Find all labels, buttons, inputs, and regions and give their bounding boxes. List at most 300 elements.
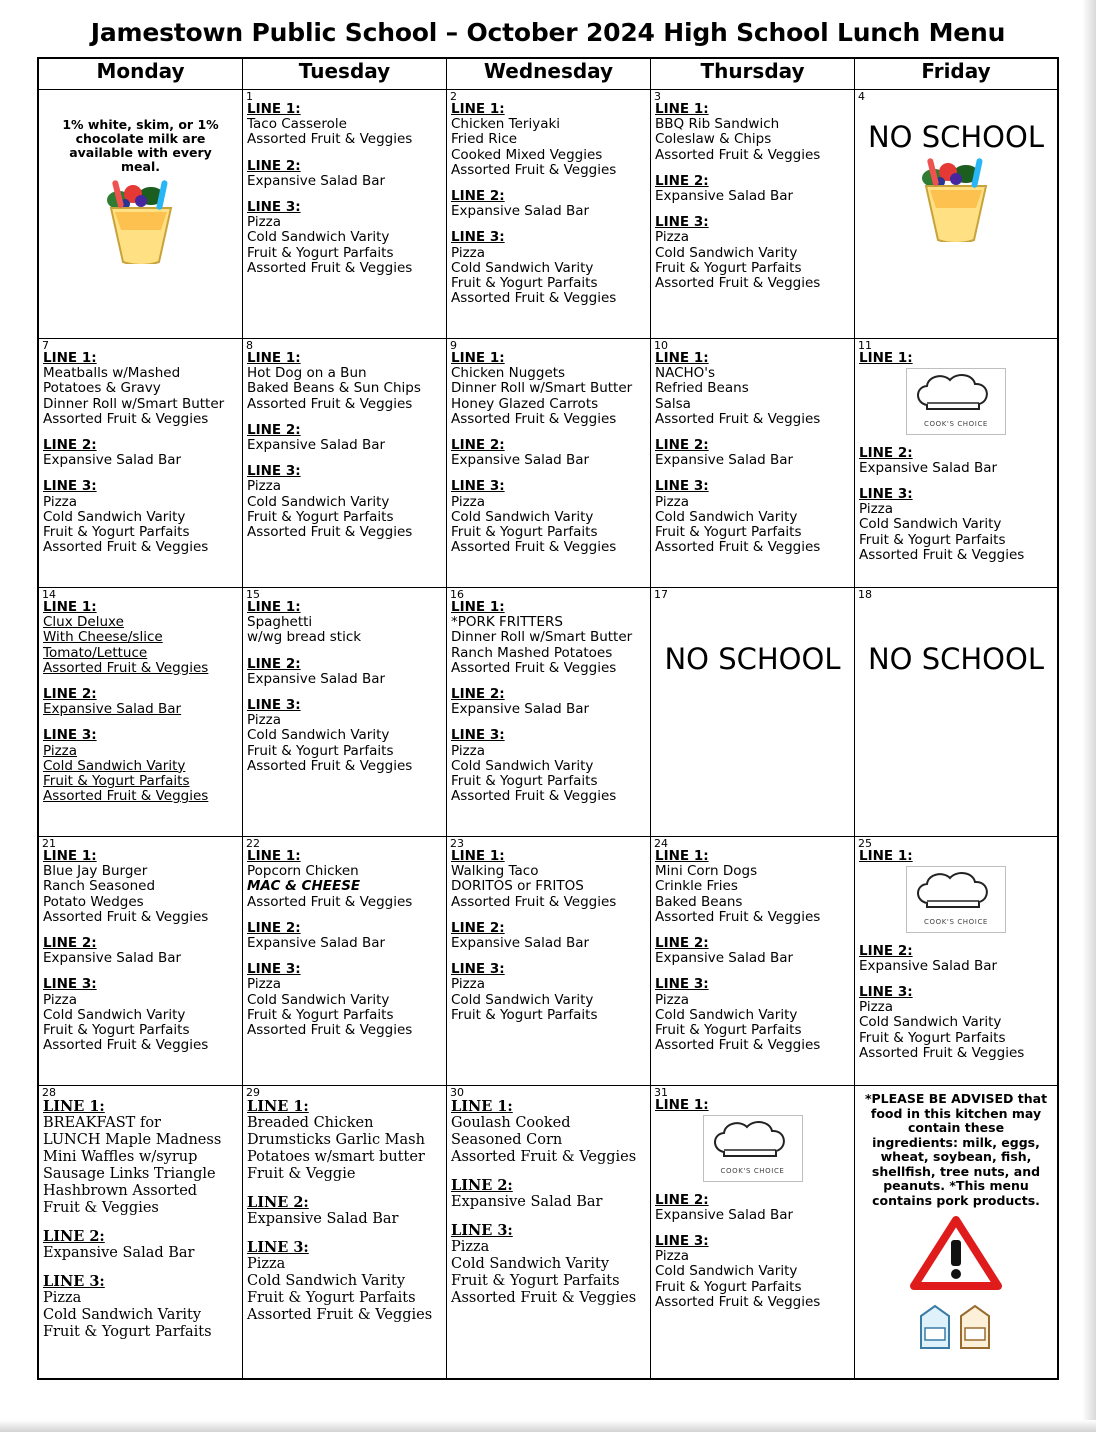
menu-item: Cold Sandwich Varity: [859, 1014, 1002, 1031]
menu-item: Salsa: [655, 395, 691, 412]
spacer: [247, 1183, 442, 1194]
menu-item: Fruit & Yogurt Parfaits: [451, 773, 598, 790]
menu-item: Assorted Fruit & Veggies: [451, 659, 617, 676]
day-cell-1: [243, 90, 447, 339]
day-content: [651, 849, 854, 1055]
cooks-choice-label: COOK'S CHOICE: [924, 918, 988, 927]
line-label: LINE 1:: [655, 101, 709, 117]
menu-item: Expansive Salad Bar: [247, 935, 386, 952]
day-cell-22: [243, 837, 447, 1086]
menu-item: Cooked Mixed Veggies: [451, 146, 603, 163]
menu-item: Potatoes & Gravy: [43, 380, 161, 397]
menu-item: Ranch Mashed Potatoes: [451, 644, 613, 661]
menu-item: Breaded Chicken: [247, 1115, 374, 1131]
day-content: [39, 600, 242, 806]
menu-item: Pizza: [655, 493, 690, 510]
milk-note: 1% white, skim, or 1% chocolate milk are available with every meal.: [62, 117, 219, 174]
cooks-choice-label: COOK'S CHOICE: [720, 1167, 785, 1176]
menu-item: Expansive Salad Bar: [451, 203, 590, 220]
line-label: LINE 1:: [655, 848, 709, 864]
menu-item: Expansive Salad Bar: [247, 670, 386, 687]
weekday-header-friday: Friday: [855, 58, 1059, 90]
menu-item: Expansive Salad Bar: [43, 701, 182, 718]
menu-item: Expansive Salad Bar: [451, 935, 590, 952]
menu-item: Fruit & Yogurt Parfaits: [247, 1290, 416, 1306]
line-label: LINE 2:: [247, 655, 301, 672]
day-cell-14: [38, 588, 243, 837]
menu-item: Baked Beans & Sun Chips: [247, 380, 421, 397]
menu-item: Assorted Fruit & Veggies: [247, 757, 413, 774]
line-label: LINE 3:: [43, 478, 97, 495]
menu-item: Cold Sandwich Varity: [43, 508, 186, 525]
line-label: LINE 3:: [451, 961, 505, 978]
day-content: [651, 1098, 854, 1312]
menu-item: Mini Corn Dogs: [655, 863, 758, 880]
line-label: LINE 1:: [247, 599, 301, 615]
line-label: LINE 3:: [43, 1273, 105, 1290]
weekday-header-wednesday: Wednesday: [447, 58, 651, 90]
day-content: [447, 1098, 650, 1309]
menu-item: BREAKFAST for: [43, 1115, 161, 1131]
day-number: 18: [858, 588, 872, 601]
day-content: [39, 849, 242, 1055]
line-label: LINE 1:: [451, 101, 505, 117]
line-label: LINE 2:: [451, 437, 505, 454]
menu-item: Fruit & Veggie: [247, 1166, 356, 1182]
menu-item: Assorted Fruit & Veggies: [859, 1044, 1025, 1061]
line-label: LINE 2:: [247, 157, 301, 174]
day-cell-3: [651, 90, 855, 339]
day-content: [243, 600, 446, 776]
line-label: LINE 1:: [451, 1098, 513, 1115]
day-number: 17: [654, 588, 668, 601]
day-number: 25: [858, 837, 872, 850]
day-content: [855, 849, 1057, 1063]
menu-item: Assorted Fruit & Veggies: [451, 539, 617, 556]
day-number: 15: [246, 588, 260, 601]
line-label: LINE 2:: [859, 942, 913, 959]
allergen-advisory-text: *PLEASE BE ADVISED that food in this kitchen may contain these ingredients: milk, eggs, wheat, soybean, fish, shellfish, tree nuts, and peanuts. *This menu contains pork products.: [864, 1091, 1048, 1208]
menu-item: Assorted Fruit & Veggies: [451, 788, 617, 805]
menu-item: Pizza: [451, 493, 486, 510]
menu-item: Assorted Fruit & Veggies: [655, 539, 821, 556]
menu-item: Fruit & Yogurt Parfaits: [655, 524, 802, 541]
menu-item: Cold Sandwich Varity: [247, 1273, 406, 1289]
line-label: LINE 3:: [247, 961, 301, 978]
line-label: LINE 2:: [655, 437, 709, 454]
menu-item: Pizza: [247, 214, 282, 231]
menu-item: Expansive Salad Bar: [655, 188, 794, 205]
line-label: LINE 2:: [43, 437, 97, 454]
day-content: [243, 1098, 446, 1326]
line-label: LINE 2:: [859, 444, 913, 461]
smoothie-illustration: [39, 176, 242, 268]
day-content: [243, 849, 446, 1040]
line-label: LINE 2:: [43, 1228, 105, 1245]
lunch-menu-calendar: [37, 57, 1059, 1380]
spacer: [859, 933, 1053, 944]
menu-item: Assorted Fruit & Veggies: [451, 290, 617, 307]
menu-item: Blue Jay Burger: [43, 863, 148, 880]
line-label: LINE 1:: [859, 350, 913, 366]
line-label: LINE 2:: [655, 172, 709, 189]
line-label: LINE 3:: [451, 1222, 513, 1239]
line-label: LINE 2:: [247, 919, 301, 936]
menu-item: Clux Deluxe: [43, 614, 124, 631]
menu-item: Pizza: [451, 1239, 490, 1255]
menu-item: Assorted Fruit & Veggies: [655, 275, 821, 292]
menu-item: Pizza: [247, 478, 282, 495]
menu-item: Pizza: [247, 976, 282, 993]
line-label: LINE 2:: [247, 1194, 309, 1211]
menu-item: Fruit & Yogurt Parfaits: [451, 1273, 620, 1289]
calendar-header-row: [38, 58, 1058, 90]
menu-item: Taco Casserole: [247, 116, 347, 133]
menu-item: Expansive Salad Bar: [451, 1194, 603, 1210]
spacer: [247, 148, 442, 159]
menu-item: Fruit & Yogurt Parfaits: [43, 524, 190, 541]
milk-info-cell: [38, 90, 243, 339]
day-content: [447, 351, 650, 557]
line-label: LINE 3:: [655, 976, 709, 993]
menu-item: Assorted Fruit & Veggies: [655, 410, 821, 427]
menu-item: Goulash Cooked: [451, 1115, 571, 1131]
menu-item: Expansive Salad Bar: [247, 1211, 399, 1227]
menu-item: Fruit & Yogurt Parfaits: [43, 1324, 212, 1340]
day-number: 8: [246, 339, 253, 352]
menu-item: Mini Waffles w/syrup: [43, 1149, 198, 1165]
menu-item: Drumsticks Garlic Mash: [247, 1132, 425, 1148]
line-label: LINE 3:: [451, 478, 505, 495]
day-cell-23: [447, 837, 651, 1086]
line-label: LINE 3:: [43, 727, 97, 744]
menu-item: Crinkle Fries: [655, 878, 738, 895]
menu-item: Dinner Roll w/Smart Butter: [43, 395, 225, 412]
menu-item: BBQ Rib Sandwich: [655, 116, 780, 133]
menu-item: Fruit & Yogurt Parfaits: [859, 531, 1006, 548]
menu-item: Pizza: [451, 244, 486, 261]
day-cell-28: [38, 1086, 243, 1380]
menu-item: Coleslaw & Chips: [655, 131, 772, 148]
menu-item: Fruit & Yogurt Parfaits: [247, 508, 394, 525]
menu-item: Pizza: [859, 501, 894, 518]
menu-item: NACHO's: [655, 365, 716, 382]
menu-item: Dinner Roll w/Smart Butter: [451, 629, 633, 646]
menu-item: Fruit & Yogurt Parfaits: [43, 773, 190, 790]
menu-item: Potato Wedges: [43, 893, 144, 910]
line-label: LINE 2:: [655, 1191, 709, 1208]
line-label: LINE 3:: [451, 727, 505, 744]
menu-item: Fruit & Yogurt Parfaits: [451, 275, 598, 292]
line-label: LINE 3:: [247, 697, 301, 714]
day-number: 2: [450, 90, 457, 103]
menu-item: Cold Sandwich Varity: [43, 757, 186, 774]
menu-item: Hot Dog on a Bun: [247, 365, 367, 382]
menu-item: Ranch Seasoned: [43, 878, 156, 895]
menu-item: Fruit & Yogurt Parfaits: [655, 1022, 802, 1039]
day-number: 11: [858, 339, 872, 352]
page-edge-shadow-right: [1082, 0, 1096, 1432]
calendar-week-row: [38, 90, 1058, 339]
spacer: [451, 1166, 646, 1177]
day-cell-30: [447, 1086, 651, 1380]
menu-item: Fruit & Yogurt Parfaits: [43, 1022, 190, 1039]
menu-item: Assorted Fruit & Veggies: [451, 893, 617, 910]
menu-item: Assorted Fruit & Veggies: [247, 893, 413, 910]
menu-item: Meatballs w/Mashed: [43, 365, 181, 382]
menu-item: Fruit & Yogurt Parfaits: [451, 524, 598, 541]
calendar-week-row: [38, 1086, 1058, 1380]
line-label: LINE 1:: [451, 350, 505, 366]
day-cell-25: [855, 837, 1059, 1086]
menu-item: Dinner Roll w/Smart Butter: [451, 380, 633, 397]
spacer: [43, 1262, 238, 1273]
line-label: LINE 3:: [655, 1233, 709, 1250]
menu-item: Cold Sandwich Varity: [451, 757, 594, 774]
menu-item: Assorted Fruit & Veggies: [43, 788, 209, 805]
weekday-header-tuesday: Tuesday: [243, 58, 447, 90]
menu-item: Pizza: [655, 991, 690, 1008]
day-number: 14: [42, 588, 56, 601]
line-label: LINE 2:: [451, 686, 505, 703]
cooks-choice-chef-hat-icon: [859, 864, 1053, 932]
day-number: 3: [654, 90, 661, 103]
menu-item: Pizza: [43, 1290, 82, 1306]
menu-item: Cold Sandwich Varity: [247, 493, 390, 510]
line-label: LINE 1:: [247, 848, 301, 864]
menu-item: Assorted Fruit & Veggies: [451, 410, 617, 427]
menu-item: Assorted Fruit & Veggies: [43, 659, 209, 676]
day-cell-10: [651, 339, 855, 588]
line-label: LINE 3:: [247, 1239, 309, 1256]
menu-item: Pizza: [43, 742, 78, 759]
menu-item: Pizza: [655, 1248, 690, 1265]
menu-item: Pizza: [247, 712, 282, 729]
menu-item: Expansive Salad Bar: [655, 950, 794, 967]
menu-item: w/wg bread stick: [247, 629, 362, 646]
spacer: [43, 1217, 238, 1228]
day-number: 7: [42, 339, 49, 352]
menu-item: Assorted Fruit & Veggies: [859, 546, 1025, 563]
menu-item: Pizza: [43, 493, 78, 510]
menu-item: Expansive Salad Bar: [451, 701, 590, 718]
day-cell-29: [243, 1086, 447, 1380]
line-label: LINE 1:: [247, 1098, 309, 1115]
menu-item: Assorted Fruit & Veggies: [655, 146, 821, 163]
day-number: 10: [654, 339, 668, 352]
day-cell-21: [38, 837, 243, 1086]
menu-item: Fruit & Yogurt Parfaits: [247, 244, 394, 261]
line-label: LINE 1:: [451, 599, 505, 615]
menu-item: Cold Sandwich Varity: [451, 508, 594, 525]
menu-item: Potatoes w/smart butter: [247, 1149, 425, 1165]
menu-item: Expansive Salad Bar: [655, 452, 794, 469]
cooks-choice-box: [906, 866, 1006, 932]
menu-item: Cold Sandwich Varity: [451, 259, 594, 276]
page-edge-shadow-bottom: [0, 1420, 1096, 1432]
menu-item: Assorted Fruit & Veggies: [655, 1037, 821, 1054]
line-label: LINE 3:: [655, 478, 709, 495]
day-content: [855, 351, 1057, 565]
menu-item: Expansive Salad Bar: [859, 459, 998, 476]
line-label: LINE 3:: [655, 214, 709, 231]
menu-item: Expansive Salad Bar: [859, 957, 998, 974]
cooks-choice-box: [906, 368, 1006, 434]
menu-item: Fruit & Yogurt Parfaits: [655, 1278, 802, 1295]
menu-item: Cold Sandwich Varity: [43, 1307, 202, 1323]
menu-item: Assorted Fruit & Veggies: [247, 1022, 413, 1039]
menu-item: Hashbrown Assorted: [43, 1183, 198, 1199]
smoothie-illustration: [855, 154, 1057, 246]
menu-item: Assorted Fruit & Veggies: [43, 410, 209, 427]
day-content: [447, 102, 650, 308]
menu-item: Cold Sandwich Varity: [859, 516, 1002, 533]
day-number: 23: [450, 837, 464, 850]
menu-item: Assorted Fruit & Veggies: [43, 539, 209, 556]
line-label: LINE 1:: [655, 350, 709, 366]
menu-item: Assorted Fruit & Veggies: [655, 908, 821, 925]
menu-item: Assorted Fruit & Veggies: [451, 1149, 637, 1165]
menu-item: Assorted Fruit & Veggies: [247, 131, 413, 148]
menu-item: Pizza: [247, 1256, 286, 1272]
day-content: [39, 1098, 242, 1343]
menu-item: Assorted Fruit & Veggies: [451, 161, 617, 178]
day-content: [39, 351, 242, 557]
line-label: LINE 2:: [247, 421, 301, 438]
menu-item: Baked Beans: [655, 893, 743, 910]
line-label: LINE 3:: [859, 486, 913, 503]
day-number: 28: [42, 1086, 56, 1099]
menu-item: Walking Taco: [451, 863, 539, 880]
menu-item: Assorted Fruit & Veggies: [247, 1307, 433, 1323]
menu-item: Pizza: [43, 991, 78, 1008]
menu-item: Cold Sandwich Varity: [655, 508, 798, 525]
menu-item: Refried Beans: [655, 380, 749, 397]
day-content: [447, 849, 650, 1025]
day-number: 30: [450, 1086, 464, 1099]
menu-item: Fruit & Yogurt Parfaits: [451, 1006, 598, 1023]
weekday-header-monday: Monday: [38, 58, 243, 90]
day-number: 4: [858, 90, 865, 103]
page-title: Jamestown Public School – October 2024 High School Lunch Menu: [90, 18, 1006, 47]
day-cell-15: [243, 588, 447, 837]
day-number: 29: [246, 1086, 260, 1099]
allergen-advisory-cell: [855, 1086, 1059, 1380]
spacer: [451, 1211, 646, 1222]
line-label: LINE 3:: [43, 976, 97, 993]
line-label: LINE 3:: [247, 463, 301, 480]
line-label: LINE 1:: [247, 101, 301, 117]
day-cell-17: [651, 588, 855, 837]
menu-item: Tomato/Lettuce: [43, 644, 148, 661]
menu-item: Expansive Salad Bar: [247, 437, 386, 454]
menu-item: Expansive Salad Bar: [43, 1245, 195, 1261]
line-label: LINE 1:: [43, 350, 97, 366]
menu-item: Pizza: [655, 229, 690, 246]
menu-item: Assorted Fruit & Veggies: [247, 395, 413, 412]
menu-item: Assorted Fruit & Veggies: [247, 524, 413, 541]
line-label: LINE 2:: [43, 686, 97, 703]
menu-item: Fruit & Yogurt Parfaits: [247, 742, 394, 759]
menu-item: Fruit & Veggies: [43, 1200, 159, 1216]
line-label: LINE 1:: [43, 848, 97, 864]
day-number: 1: [246, 90, 253, 103]
menu-item: Fried Rice: [451, 131, 518, 148]
weekday-header-thursday: Thursday: [651, 58, 855, 90]
day-number: 24: [654, 837, 668, 850]
day-content: [651, 351, 854, 557]
cooks-choice-chef-hat-icon: [859, 366, 1053, 434]
menu-item: Popcorn Chicken: [247, 863, 359, 880]
day-content: [651, 102, 854, 293]
menu-item: Chicken Teriyaki: [451, 116, 561, 133]
line-label: LINE 3:: [451, 229, 505, 246]
menu-item: Cold Sandwich Varity: [247, 991, 390, 1008]
menu-item: Pizza: [451, 742, 486, 759]
menu-item: Cold Sandwich Varity: [655, 1006, 798, 1023]
day-content: [243, 351, 446, 542]
day-cell-7: [38, 339, 243, 588]
day-cell-11: [855, 339, 1059, 588]
day-number: 22: [246, 837, 260, 850]
line-label: LINE 3:: [247, 199, 301, 216]
menu-item: Pizza: [859, 999, 894, 1016]
menu-item: Chicken Nuggets: [451, 365, 566, 382]
warning-triangle-icon: [855, 1208, 1057, 1296]
menu-item: LUNCH Maple Madness: [43, 1132, 222, 1148]
menu-item: Cold Sandwich Varity: [655, 1263, 798, 1280]
no-school-label: NO SCHOOL: [664, 642, 841, 676]
menu-item: Cold Sandwich Varity: [43, 1006, 186, 1023]
menu-item: With Cheese/slice: [43, 629, 163, 646]
milk-cartons-icon: [855, 1296, 1057, 1356]
menu-item: Fruit & Yogurt Parfaits: [859, 1029, 1006, 1046]
day-content: [243, 102, 446, 278]
menu-item: Cold Sandwich Varity: [451, 991, 594, 1008]
menu-item: Seasoned Corn: [451, 1132, 563, 1148]
line-label: LINE 1:: [247, 350, 301, 366]
day-cell-31: [651, 1086, 855, 1380]
line-label: LINE 1:: [43, 1098, 105, 1115]
menu-item: MAC & CHEESE: [247, 878, 361, 895]
calendar-week-row: [38, 837, 1058, 1086]
no-school-label: NO SCHOOL: [867, 642, 1044, 676]
menu-item: Assorted Fruit & Veggies: [43, 908, 209, 925]
line-label: LINE 2:: [43, 935, 97, 952]
calendar-week-row: [38, 339, 1058, 588]
menu-item: Fruit & Yogurt Parfaits: [655, 259, 802, 276]
line-label: LINE 1:: [451, 848, 505, 864]
line-label: LINE 2:: [451, 919, 505, 936]
line-label: LINE 1:: [43, 599, 97, 615]
day-number: 9: [450, 339, 457, 352]
menu-item: *PORK FRITTERS: [451, 614, 563, 631]
menu-item: Assorted Fruit & Veggies: [43, 1037, 209, 1054]
line-label: LINE 2:: [655, 935, 709, 952]
menu-item: Cold Sandwich Varity: [655, 244, 798, 261]
line-label: LINE 3:: [859, 984, 913, 1001]
line-label: LINE 2:: [451, 188, 505, 205]
cooks-choice-label: COOK'S CHOICE: [924, 420, 988, 429]
menu-item: Assorted Fruit & Veggies: [247, 259, 413, 276]
cooks-choice-box: [703, 1115, 803, 1181]
day-number: 31: [654, 1086, 668, 1099]
day-cell-2: [447, 90, 651, 339]
line-label: LINE 1:: [859, 848, 913, 864]
no-school-label: NO SCHOOL: [867, 120, 1044, 154]
spacer: [859, 435, 1053, 446]
day-content: [447, 600, 650, 806]
